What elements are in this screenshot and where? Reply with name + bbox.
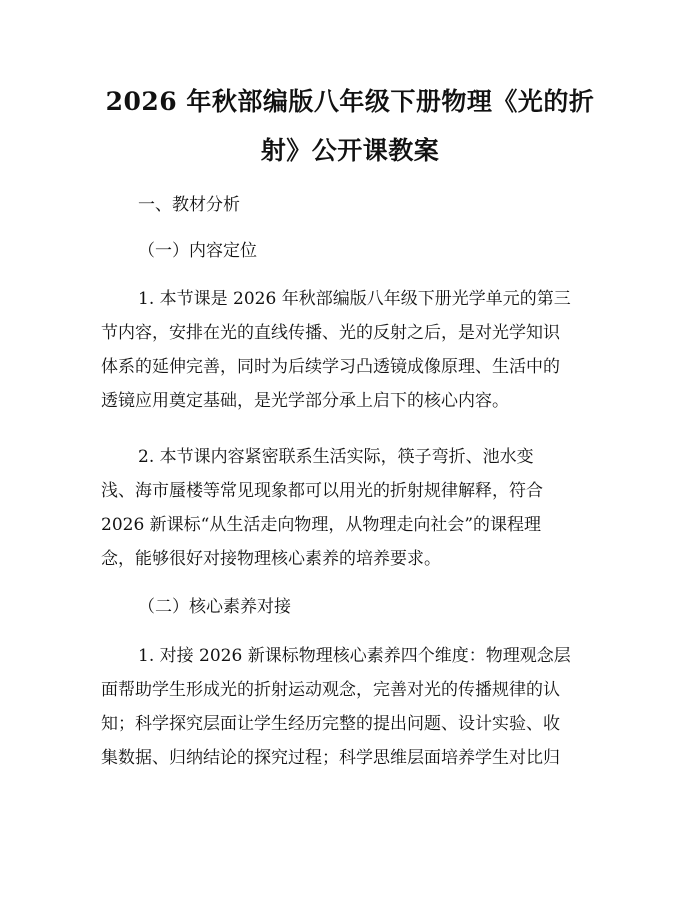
paragraph-line: 2. 本节课内容紧密联系生活实际，筷子弯折、池水变 (138, 447, 534, 467)
subsection-heading-content-positioning: （一）内容定位 (138, 241, 257, 261)
paragraph-line: 念，能够很好对接物理核心素养的培养要求。 (101, 549, 441, 569)
paragraph-2 (101, 446, 601, 570)
paragraph-1 (101, 288, 601, 412)
subsection-heading-core-literacy: （二）核心素养对接 (138, 597, 291, 617)
paragraph-line: 1. 对接 2026 新课标物理核心素养四个维度：物理观念层 (138, 646, 571, 666)
paragraph-line: 节内容，安排在光的直线传播、光的反射之后，是对光学知识 (101, 323, 560, 343)
paragraph-3 (101, 645, 601, 769)
paragraph-line: 2026 新课标“从生活走向物理，从物理走向社会”的课程理 (101, 515, 542, 535)
paragraph-line: 集数据、归纳结论的探究过程；科学思维层面培养学生对比归 (101, 748, 560, 768)
document-title-line-2: 射》公开课教案 (260, 136, 440, 165)
paragraph-line: 1. 本节课是 2026 年秋部编版八年级下册光学单元的第三 (138, 289, 571, 309)
section-heading-textbook-analysis: 一、教材分析 (138, 195, 240, 215)
document-title-line-1: 2026 年秋部编版八年级下册物理《光的折 (105, 87, 595, 116)
paragraph-line: 透镜应用奠定基础，是光学部分承上启下的核心内容。 (101, 391, 509, 411)
paragraph-line: 知；科学探究层面让学生经历完整的提出问题、设计实验、收 (101, 714, 560, 734)
paragraph-line: 体系的延伸完善，同时为后续学习凸透镜成像原理、生活中的 (101, 357, 560, 377)
paragraph-line: 面帮助学生形成光的折射运动观念，完善对光的传播规律的认 (101, 680, 560, 700)
paragraph-line: 浅、海市蜃楼等常见现象都可以用光的折射规律解释，符合 (101, 481, 543, 501)
